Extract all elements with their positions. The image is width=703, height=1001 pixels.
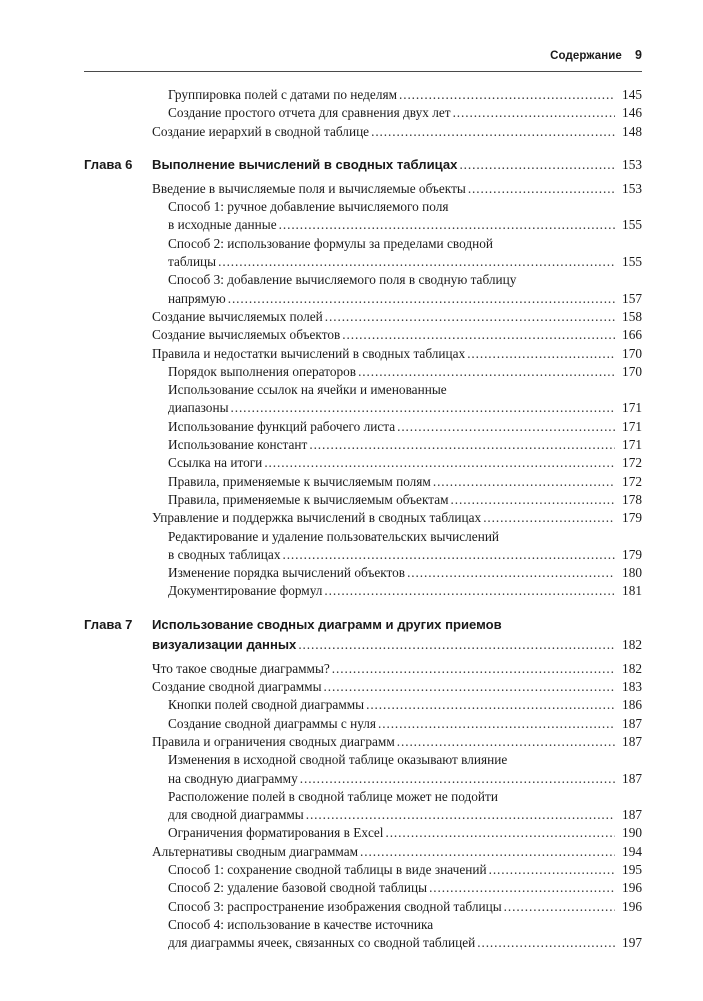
toc-entry-title: Правила, применяемые к вычисляемым полям: [168, 473, 431, 489]
toc-entry-title: для сводной диаграммы: [168, 807, 304, 823]
toc-page-number: 190: [622, 825, 642, 841]
dot-leader: [358, 363, 615, 381]
toc-page-number: 145: [622, 87, 642, 102]
dot-leader: [366, 696, 615, 714]
toc-page-number: 194: [622, 843, 642, 859]
toc-entry-title: диапазоны: [168, 400, 229, 416]
dot-leader: [385, 824, 615, 842]
toc-entry-row[interactable]: [0, 491, 703, 509]
toc-page-number: 172: [622, 455, 642, 471]
toc-entry-row[interactable]: [0, 123, 703, 141]
toc-page-number: 148: [622, 123, 642, 139]
toc-page-number: 186: [622, 697, 642, 713]
toc-entry-title: Использование ссылок на ячейки и именованные: [168, 382, 447, 398]
dot-leader: [504, 898, 615, 916]
chapter-title: Использование сводных диаграмм и других приемов: [152, 616, 502, 632]
toc-entry-title: Кнопки полей сводной диаграммы: [168, 697, 365, 713]
dot-leader: [451, 491, 615, 509]
dot-leader: [407, 564, 615, 582]
toc-entry-row[interactable]: [0, 308, 703, 326]
running-head-label: Содержание: [550, 50, 622, 62]
toc-entry-row[interactable]: [0, 345, 703, 363]
toc-entry-title: Способ 3: добавление вычисляемого поля в сводную таблицу: [168, 272, 517, 288]
dot-leader: [453, 104, 615, 122]
dot-leader: [282, 546, 615, 564]
dot-leader: [378, 715, 615, 733]
toc-entry-title: Правила, применяемые к вычисляемым объектам: [168, 491, 449, 507]
toc-page-number: 170: [622, 363, 642, 379]
toc-entry-row[interactable]: [0, 180, 703, 198]
toc-page-number: 172: [622, 473, 642, 489]
toc-entry-title: Введение в вычисляемые поля и вычисляемые объекты: [152, 180, 466, 196]
dot-leader: [360, 843, 615, 861]
toc-entry-row[interactable]: [0, 528, 703, 546]
toc-entry-row[interactable]: [0, 751, 703, 769]
toc-page-number: 146: [622, 105, 642, 121]
toc-entry-row[interactable]: [0, 198, 703, 216]
chapter-number: Глава 7: [84, 616, 133, 632]
toc-entry-row[interactable]: [0, 788, 703, 806]
toc-page-number: 171: [622, 418, 642, 434]
dot-leader: [306, 806, 615, 824]
toc-entry-title: Изменения в исходной сводной таблице оказывают влияние: [168, 752, 508, 768]
toc-entry-row[interactable]: [0, 898, 703, 916]
toc-entry-title: Изменение порядка вычислений объектов: [168, 565, 406, 581]
running-head: [84, 48, 642, 68]
toc-page-number: 180: [622, 565, 642, 581]
toc-entry-row[interactable]: [0, 715, 703, 733]
toc-chapter-row[interactable]: [0, 635, 703, 655]
chapter-spacer-before: [0, 601, 703, 615]
toc-entry-title: Использование функций рабочего листа: [168, 418, 396, 434]
toc-page-number: 153: [622, 156, 642, 172]
toc-entry-title: Управление и поддержка вычислений в сводных таблицах: [152, 510, 482, 526]
toc-page-number: 179: [622, 510, 642, 526]
header-divider: [84, 71, 642, 72]
toc-chapter-row[interactable]: [0, 155, 703, 175]
toc-page-number: 171: [622, 400, 642, 416]
toc-page-number: 170: [622, 345, 642, 361]
toc-entry-title: Способ 1: сохранение сводной таблицы в виде значений: [168, 861, 487, 877]
dot-leader: [371, 123, 615, 141]
dot-leader: [397, 418, 615, 436]
toc-entry-title: таблицы: [168, 254, 217, 270]
chapter-title: визуализации данных: [152, 636, 297, 652]
toc-entry-row[interactable]: [0, 564, 703, 582]
toc-entry-row[interactable]: [0, 271, 703, 289]
dot-leader: [332, 660, 615, 678]
toc-entry-row[interactable]: [0, 399, 703, 417]
toc-entry-row[interactable]: [0, 253, 703, 271]
toc-entry-row[interactable]: [0, 235, 703, 253]
toc-page-number: 179: [622, 546, 642, 562]
toc-entry-title: Способ 4: использование в качестве источника: [168, 916, 434, 932]
dot-leader: [467, 345, 615, 363]
toc-page-number: 197: [622, 935, 642, 951]
toc-entry-title: на сводную диаграмму: [168, 770, 298, 786]
toc-entry-row[interactable]: [0, 509, 703, 527]
dot-leader: [298, 635, 615, 655]
toc-entry-row[interactable]: [0, 546, 703, 564]
toc-entry-title: Альтернативы сводным диаграммам: [152, 843, 359, 859]
dot-leader: [342, 326, 615, 344]
toc-entry-title: Способ 2: использование формулы за пределами сводной: [168, 235, 493, 251]
toc-page-number: 157: [622, 290, 642, 306]
chapter-number: Глава 6: [84, 156, 133, 172]
dot-leader: [228, 290, 615, 308]
toc-entry-row[interactable]: [0, 843, 703, 861]
toc-entry-row[interactable]: [0, 696, 703, 714]
toc-entry-title: Способ 2: удаление базовой сводной таблицы: [168, 880, 428, 896]
toc-entry-row[interactable]: [0, 824, 703, 842]
toc-entry-title: Создание иерархий в сводной таблице: [152, 123, 370, 139]
dot-leader: [429, 879, 615, 897]
toc-entry-row[interactable]: [0, 454, 703, 472]
toc-entry-row[interactable]: [0, 678, 703, 696]
toc-page-number: 187: [622, 770, 642, 786]
toc-page-number: 195: [622, 861, 642, 877]
toc-entry-row[interactable]: [0, 473, 703, 491]
toc-page-number: 171: [622, 437, 642, 453]
dot-leader: [324, 582, 615, 600]
toc-entry-row[interactable]: [0, 733, 703, 751]
dot-leader: [324, 678, 615, 696]
toc-page-number: 182: [622, 660, 642, 676]
toc-entry-title: Расположение полей в сводной таблице может не подойти: [168, 788, 498, 804]
toc-entry-row[interactable]: [0, 582, 703, 600]
toc-entry-row[interactable]: [0, 879, 703, 897]
toc-entry-row[interactable]: [0, 216, 703, 234]
toc-page-number: 196: [622, 880, 642, 896]
dot-leader: [399, 86, 615, 104]
toc-page-number: 153: [622, 180, 642, 196]
toc-entry-title: Способ 3: распространение изображения сводной таблицы: [168, 898, 502, 914]
dot-leader: [218, 253, 615, 271]
toc-page-number: 181: [622, 583, 642, 599]
toc-entry-title: Способ 1: ручное добавление вычисляемого поля: [168, 199, 449, 215]
toc-entry-row[interactable]: [0, 660, 703, 678]
toc-entry-title: Создание вычисляемых объектов: [152, 327, 341, 343]
toc-page-number: 187: [622, 807, 642, 823]
dot-leader: [325, 308, 615, 326]
toc-page-number: 187: [622, 733, 642, 749]
dot-leader: [489, 861, 615, 879]
toc-entry-title: Что такое сводные диаграммы?: [152, 660, 330, 676]
toc-entry-row[interactable]: [0, 381, 703, 399]
dot-leader: [433, 473, 615, 491]
toc-entry-title: Создание вычисляемых полей: [152, 308, 323, 324]
dot-leader: [468, 180, 615, 198]
toc-entry-title: Создание сводной диаграммы: [152, 679, 322, 695]
chapter-title: Выполнение вычислений в сводных таблицах: [152, 156, 458, 172]
toc-entry-row[interactable]: [0, 806, 703, 824]
toc-chapter-row[interactable]: [0, 615, 703, 635]
dot-leader: [279, 216, 615, 234]
toc-entry-title: Правила и ограничения сводных диаграмм: [152, 733, 395, 749]
dot-leader: [309, 436, 615, 454]
toc-page-number: 155: [622, 254, 642, 270]
dot-leader: [459, 155, 615, 175]
toc-page-number: 155: [622, 217, 642, 233]
toc-entry-title: в исходные данные: [168, 217, 277, 233]
toc-entry-row[interactable]: [0, 86, 703, 104]
chapter-spacer-before: [0, 141, 703, 155]
toc-entry-row[interactable]: [0, 861, 703, 879]
dot-leader: [300, 770, 615, 788]
toc-entry-title: в сводных таблицах: [168, 546, 281, 562]
toc-page-number: 158: [622, 308, 642, 324]
toc-entry-row[interactable]: [0, 916, 703, 934]
dot-leader: [397, 733, 615, 751]
toc-page-number: 196: [622, 898, 642, 914]
dot-leader: [483, 509, 615, 527]
toc-entry-row[interactable]: [0, 104, 703, 122]
toc-page-number: 187: [622, 715, 642, 731]
toc-page-number: 166: [622, 327, 642, 343]
toc-entry-row[interactable]: [0, 418, 703, 436]
toc-entry-title: напрямую: [168, 290, 226, 306]
toc-page-number: 182: [622, 636, 642, 652]
toc-entry-title: Группировка полей с датами по неделям: [168, 87, 397, 102]
table-of-contents: [0, 86, 703, 952]
toc-entry-row[interactable]: [0, 290, 703, 308]
dot-leader: [264, 454, 615, 472]
toc-entry-row[interactable]: [0, 770, 703, 788]
toc-entry-title: Документирование формул: [168, 583, 323, 599]
dot-leader: [231, 399, 616, 417]
toc-entry-title: Создание сводной диаграммы с нуля: [168, 715, 377, 731]
toc-entry-title: Ограничения форматирования в Excel: [168, 825, 384, 841]
toc-entry-title: Правила и недостатки вычислений в сводных таблицах: [152, 345, 466, 361]
toc-entry-row[interactable]: [0, 363, 703, 381]
toc-entry-title: Создание простого отчета для сравнения двух лет: [168, 105, 451, 121]
toc-entry-title: Ссылка на итоги: [168, 455, 263, 471]
toc-entry-title: Редактирование и удаление пользовательских вычислений: [168, 528, 500, 544]
toc-entry-title: Порядок выполнения операторов: [168, 363, 357, 379]
toc-entry-row[interactable]: [0, 934, 703, 952]
toc-page-number: 178: [622, 491, 642, 507]
toc-entry-row[interactable]: [0, 326, 703, 344]
toc-entry-row[interactable]: [0, 436, 703, 454]
toc-page-number: 183: [622, 679, 642, 695]
running-head-page-number: 9: [634, 48, 642, 62]
toc-entry-title: для диаграммы ячеек, связанных со сводной таблицей: [168, 935, 476, 951]
toc-entry-title: Использование констант: [168, 437, 308, 453]
dot-leader: [477, 934, 615, 952]
